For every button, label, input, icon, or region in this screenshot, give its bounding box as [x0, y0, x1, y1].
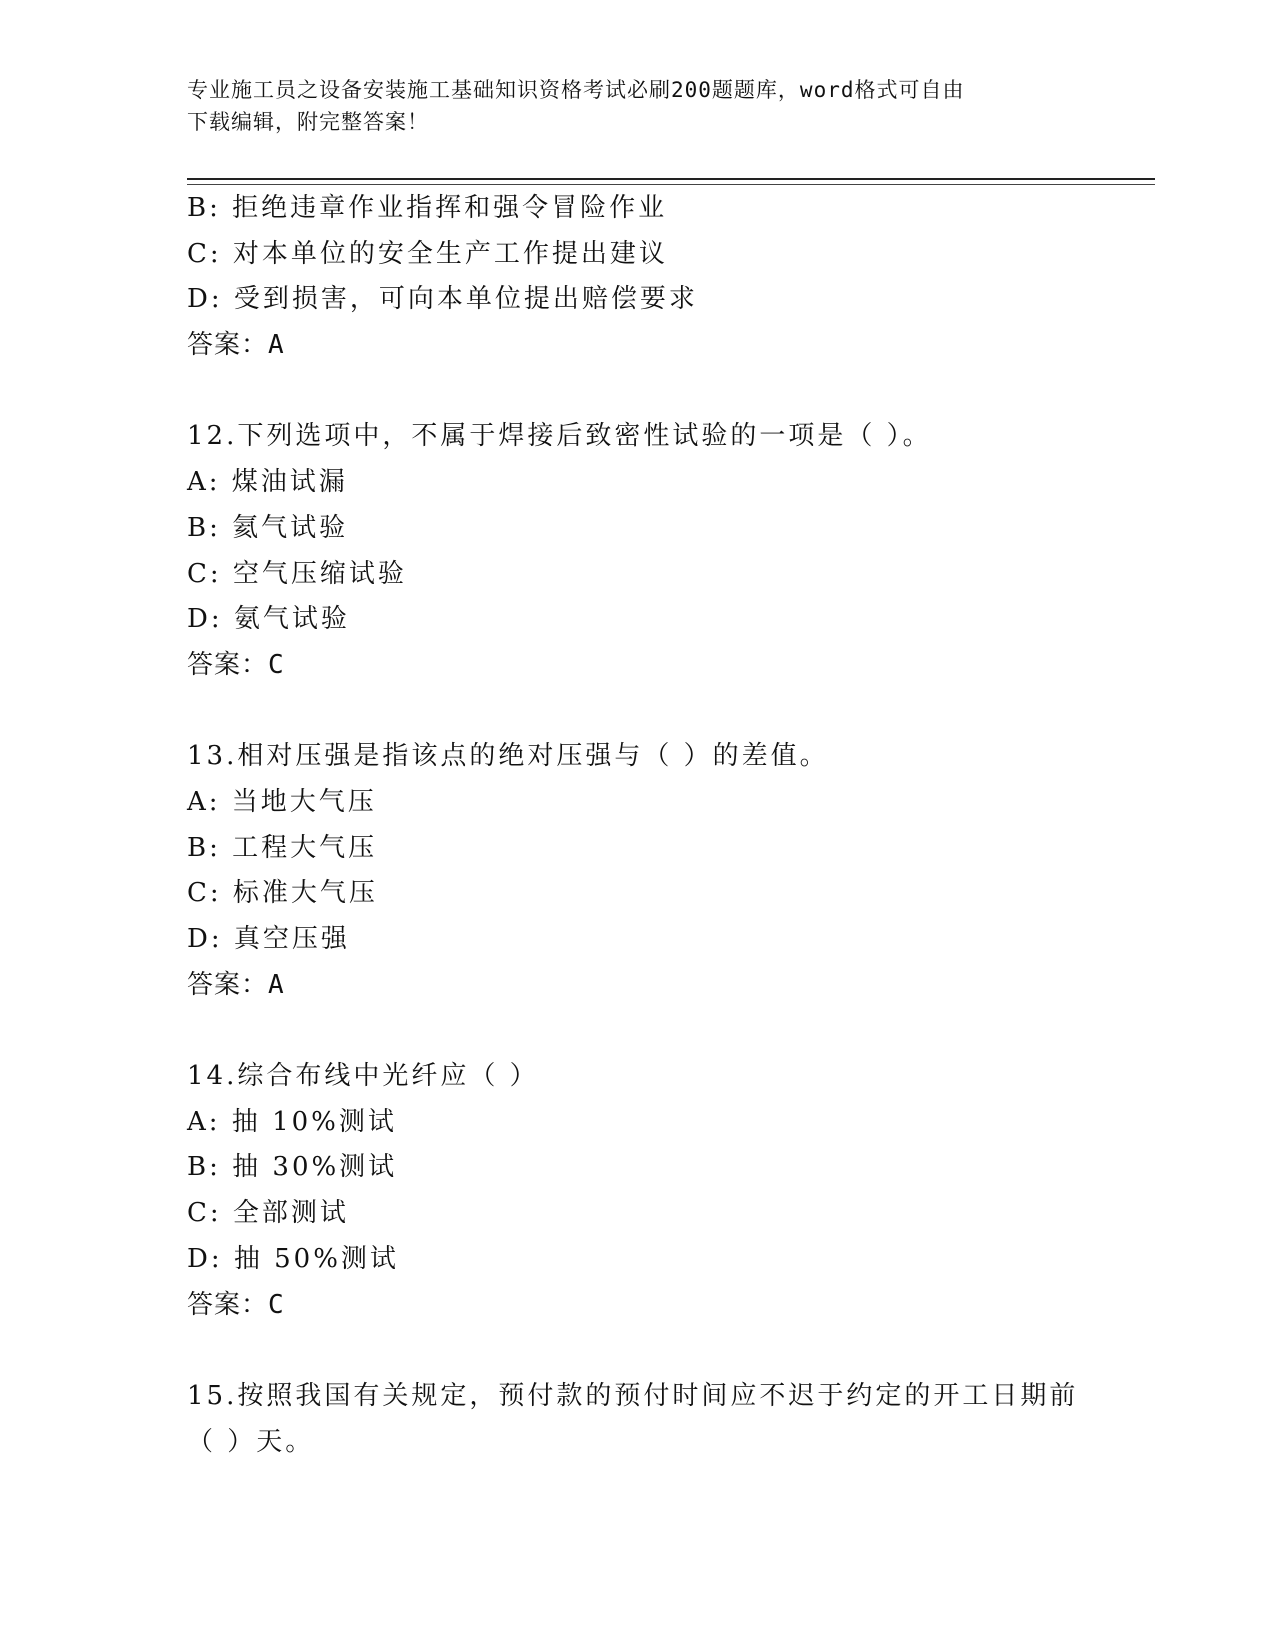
- option-d: D: 抽 50%测试: [187, 1243, 399, 1274]
- option-c: C: 空气压缩试验: [187, 558, 407, 589]
- document-header: [187, 74, 1087, 138]
- question-block-15: [187, 1374, 1087, 1465]
- answer-value: C: [268, 649, 285, 680]
- question-block-11-partial: [187, 186, 1087, 369]
- answer-label: 答案：: [187, 969, 269, 1000]
- answer-line: [187, 643, 1087, 689]
- question-stem-line-2: （ ）天。: [187, 1426, 315, 1457]
- option-c: C: 对本单位的安全生产工作提出建议: [187, 238, 668, 269]
- option-a: A: 煤油试漏: [187, 467, 348, 498]
- header-divider-thick: [187, 178, 1155, 180]
- answer-value: A: [268, 330, 285, 361]
- answer-value: A: [268, 969, 285, 1000]
- option-d: D: 受到损害，可向本单位提出赔偿要求: [187, 284, 698, 315]
- option-a: A: 抽 10%测试: [187, 1106, 397, 1137]
- answer-line: [187, 963, 1087, 1009]
- question-stem: 13.相对压强是指该点的绝对压强与（ ）的差值。: [187, 741, 829, 772]
- header-line-1: 专业施工员之设备安装施工基础知识资格考试必刷200题题库，word格式可自由: [187, 78, 965, 102]
- option-b: B: 抽 30%测试: [187, 1152, 398, 1183]
- question-list: [187, 186, 1087, 1465]
- header-line-2: 下载编辑，附完整答案！: [187, 110, 429, 134]
- option-a: A: 当地大气压: [187, 786, 377, 817]
- answer-label: 答案：: [187, 330, 269, 361]
- option-d: D: 氨气试验: [187, 604, 350, 635]
- option-b: B: 工程大气压: [187, 832, 378, 863]
- question-stem: 14.综合布线中光纤应（ ）: [187, 1061, 539, 1092]
- answer-label: 答案：: [187, 649, 269, 680]
- answer-value: C: [268, 1289, 285, 1320]
- question-stem-line-1: 15.按照我国有关规定，预付款的预付时间应不迟于约定的开工日期前: [187, 1380, 1079, 1411]
- option-c: C: 标准大气压: [187, 878, 378, 909]
- option-b: B: 拒绝违章作业指挥和强令冒险作业: [187, 193, 668, 223]
- question-block-13: [187, 734, 1087, 1008]
- question-block-12: [187, 414, 1087, 688]
- answer-line: [187, 1283, 1087, 1329]
- option-c: C: 全部测试: [187, 1198, 349, 1229]
- header-divider-thin: [187, 184, 1155, 185]
- answer-label: 答案：: [187, 1289, 269, 1320]
- answer-line: [187, 323, 1087, 369]
- question-block-14: [187, 1054, 1087, 1328]
- option-d: D: 真空压强: [187, 924, 350, 954]
- question-stem: 12.下列选项中，不属于焊接后致密性试验的一项是（ ）。: [187, 421, 932, 452]
- option-b: B: 氦气试验: [187, 512, 349, 543]
